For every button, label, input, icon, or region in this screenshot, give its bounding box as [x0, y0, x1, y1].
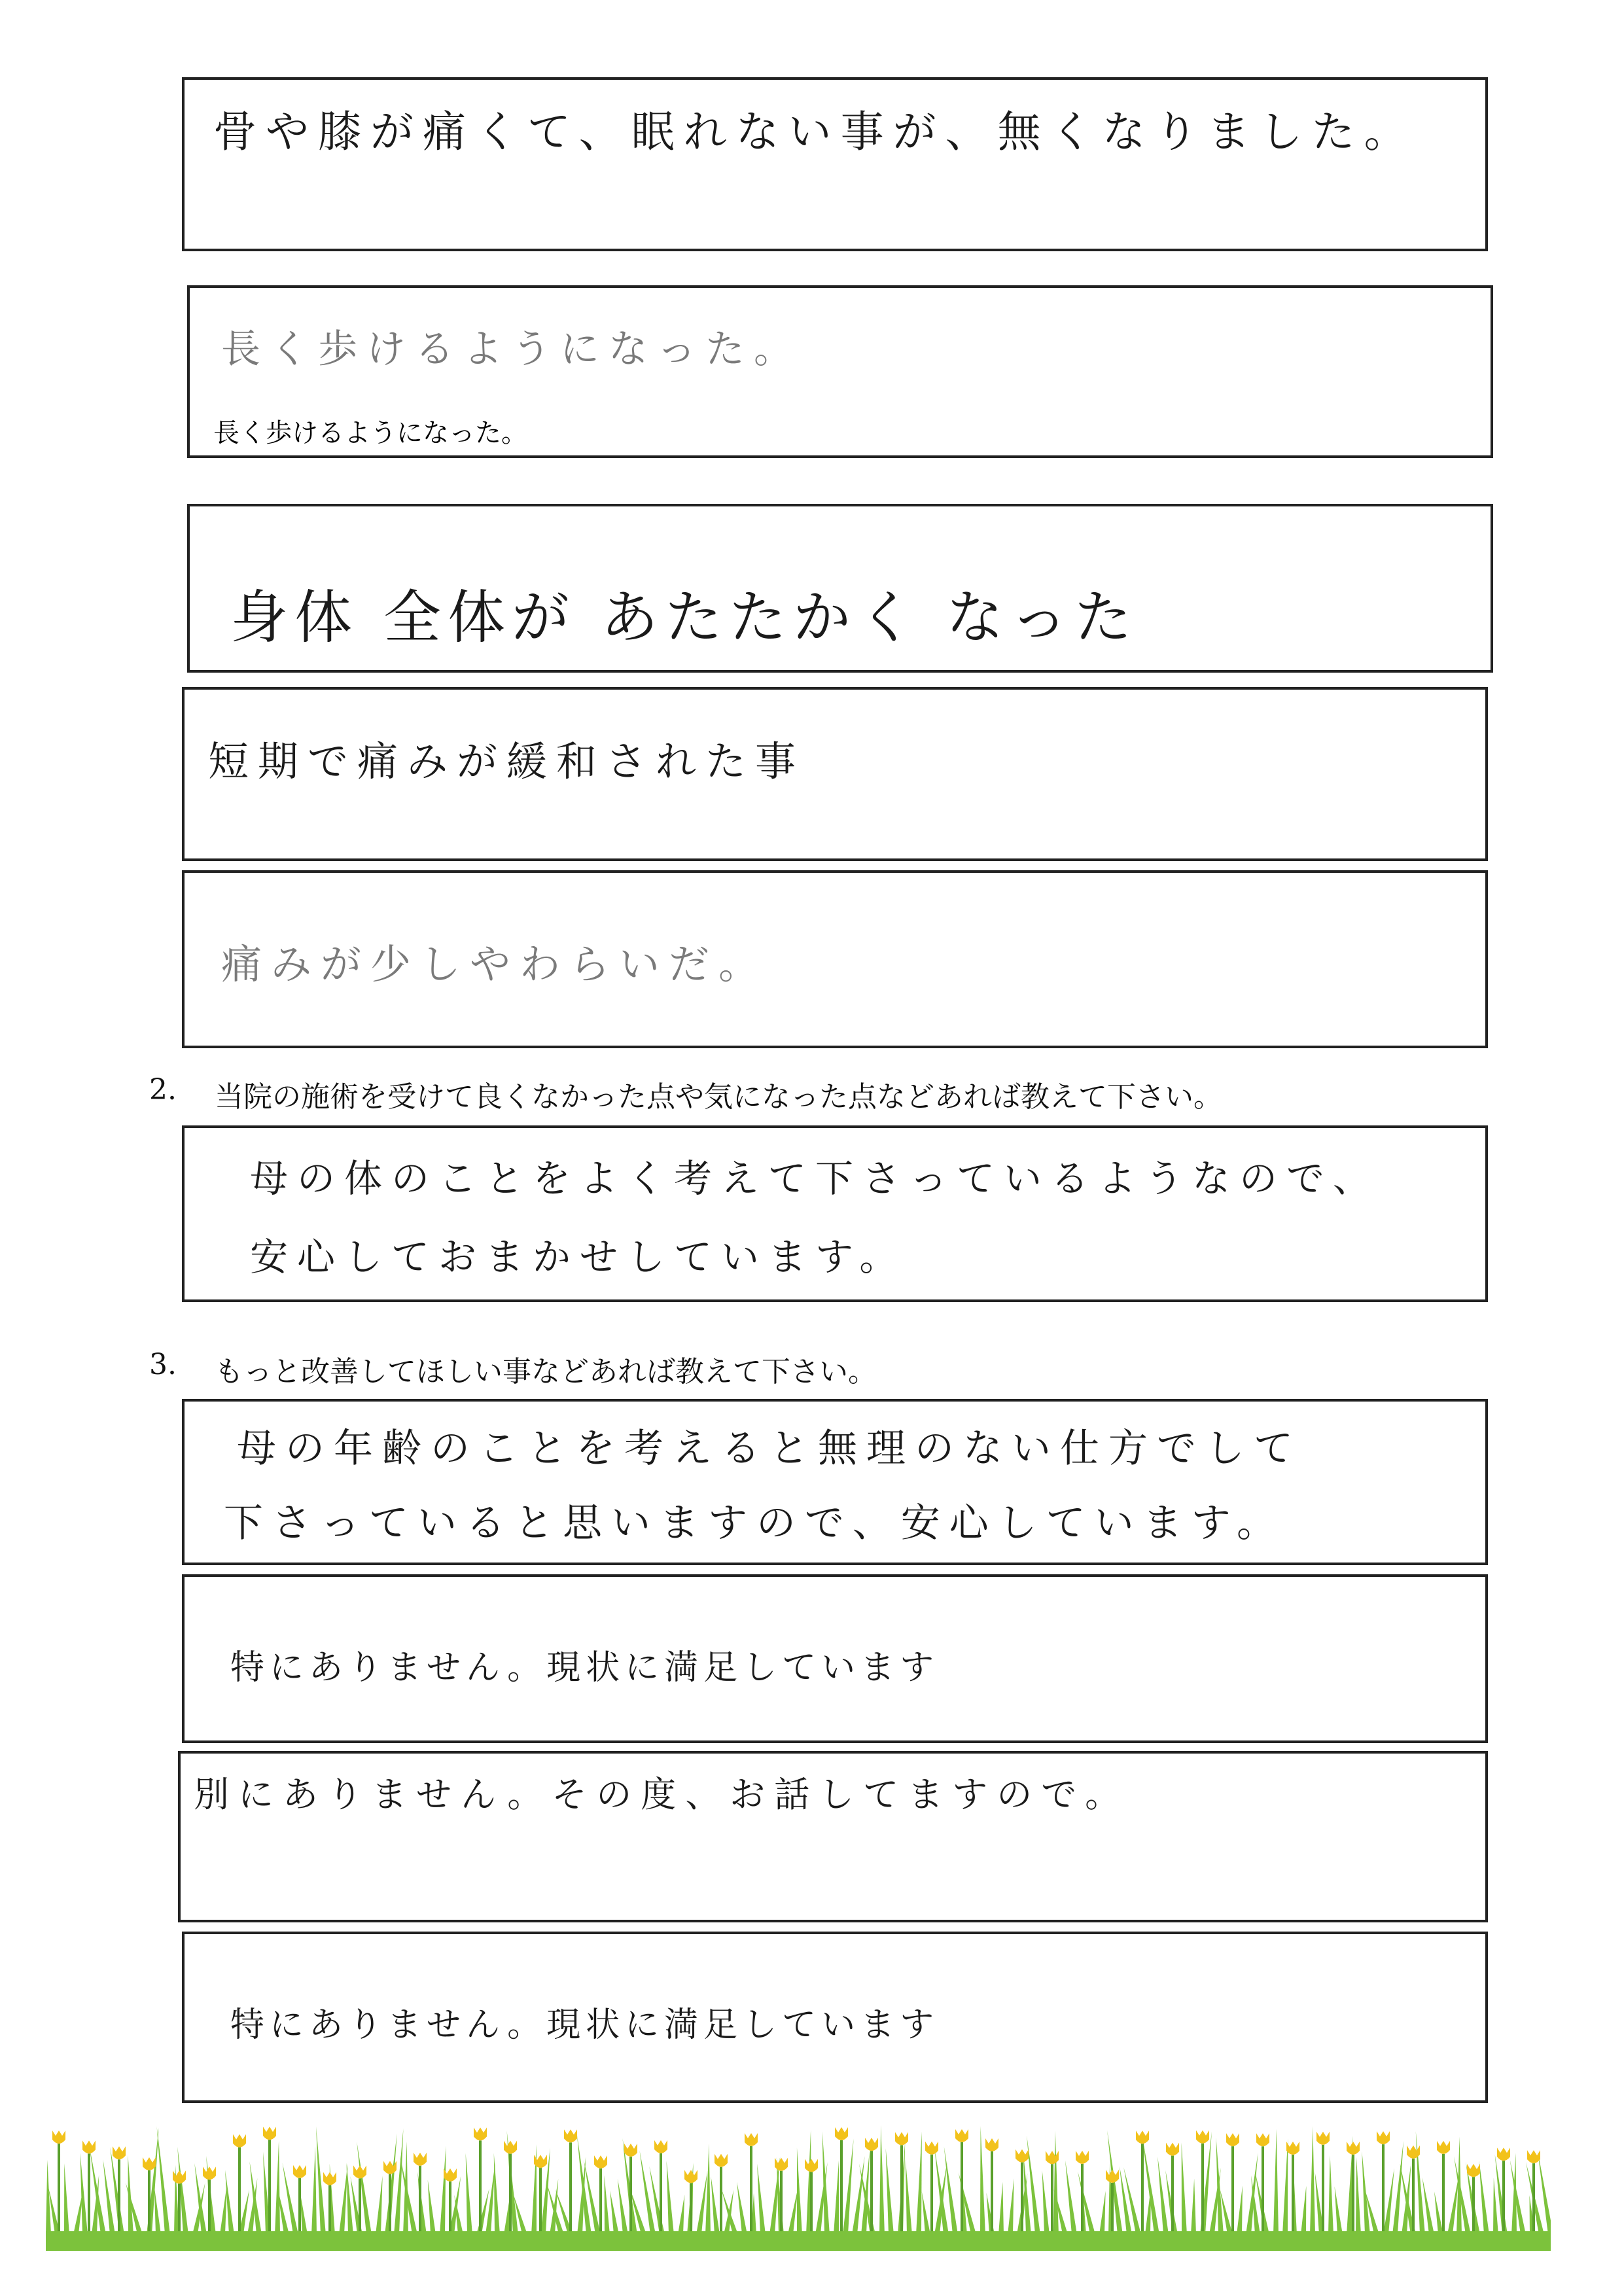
tulip-flower [113, 2146, 126, 2159]
grass-blade [737, 2182, 747, 2234]
tulip-flower [1437, 2141, 1450, 2154]
question-number: 2. [149, 1073, 177, 1106]
tulip-flower [1196, 2130, 1209, 2144]
tulip-flower [1106, 2170, 1119, 2183]
tulip-flower [1256, 2133, 1269, 2146]
grass-blade [1065, 2161, 1077, 2234]
response-box-2 [187, 285, 1493, 458]
tulip-flower [835, 2127, 848, 2140]
response-text: 特にありません。現状に満足しています [230, 2005, 940, 2045]
grass-blade [1191, 2179, 1196, 2234]
grass-blade [906, 2159, 912, 2234]
response-box-q3-2 [182, 1574, 1488, 1743]
response-text: 身体 全体が あたたかく なった [230, 584, 1139, 651]
tulip-flower [1286, 2142, 1299, 2155]
grass-blade [275, 2141, 280, 2234]
tulip-flower [353, 2165, 366, 2178]
grass-blade [757, 2164, 766, 2234]
tulip-flower [414, 2153, 427, 2166]
response-text-line1: 母の体のことをよく考えて下さっているようなので、 [250, 1156, 1380, 1201]
grass-blade [1383, 2168, 1394, 2234]
grass-blade [339, 2164, 348, 2234]
grass-blade [1392, 2141, 1403, 2234]
response-text-line1: 母の年齢のことを考えると無理のない仕方でして [237, 1426, 1302, 1472]
grass-base [46, 2231, 1551, 2251]
response-text: 別にありません。その度、お話してますので。 [194, 1774, 1130, 1815]
grass-blade [711, 2176, 720, 2234]
tulip-flower [1166, 2143, 1179, 2156]
tulip-flower [1316, 2132, 1330, 2145]
tulip-flower [1136, 2130, 1149, 2144]
response-text: 骨や膝が痛くて、眠れない事が、無くなりました。 [213, 107, 1417, 157]
grass-blade [822, 2132, 830, 2234]
tulip-flower [1046, 2151, 1059, 2164]
grass-blade [1493, 2178, 1498, 2234]
response-box-5 [182, 870, 1488, 1048]
grass-blade [1157, 2157, 1169, 2234]
tulip-flower [895, 2132, 908, 2146]
tulip-flower [1407, 2146, 1420, 2159]
grass-blade [1335, 2186, 1343, 2234]
grass-blade [394, 2128, 403, 2234]
response-text: 特にありません。現状に満足しています [230, 1648, 940, 1687]
grass-blade [90, 2148, 106, 2234]
tulip-flower [143, 2157, 156, 2170]
grass-blade [1282, 2138, 1288, 2234]
tulip-flower [52, 2130, 65, 2144]
tulip-flower [233, 2134, 246, 2147]
grass-blade [1099, 2191, 1106, 2234]
response-box-q3-4 [182, 1932, 1488, 2103]
tulip-flower [594, 2155, 607, 2168]
tulip-flower [1226, 2133, 1239, 2146]
grass-blade [206, 2156, 216, 2234]
grass-blade [376, 2176, 383, 2234]
grass-blade [980, 2126, 985, 2234]
tulip-flower [925, 2142, 938, 2155]
grass-blade [788, 2187, 798, 2234]
grass-blade [1237, 2185, 1243, 2234]
grass-blade [639, 2150, 656, 2234]
response-box-q3-3 [178, 1751, 1488, 1922]
grass-blade [1042, 2170, 1050, 2234]
grass-blade [225, 2170, 234, 2234]
response-box-4 [182, 687, 1488, 861]
tulip-flower [624, 2144, 637, 2157]
tulip-flower [805, 2159, 818, 2172]
tulip-flower [955, 2129, 968, 2142]
question-number: 3. [149, 1348, 177, 1381]
grass-blade [705, 2144, 711, 2234]
tulip-flower [1527, 2150, 1540, 2163]
grass-blade [610, 2191, 619, 2234]
tulip-flower [985, 2138, 998, 2151]
response-box-q2 [182, 1125, 1488, 1302]
tulip-flower [203, 2166, 216, 2180]
grass-blade [1362, 2151, 1370, 2234]
grass-blade [843, 2138, 854, 2234]
tulip-flower [745, 2133, 758, 2146]
response-text-line2: 下さっていると思いますので、安心しています。 [224, 1500, 1285, 1546]
grass-blade [1182, 2142, 1187, 2234]
grass-blade [618, 2179, 628, 2234]
tulip-flower [173, 2170, 186, 2183]
response-text: 痛みが少しやわらいだ。 [221, 940, 769, 988]
tulip-flower [684, 2170, 697, 2183]
grass-blade [1479, 2161, 1489, 2234]
grass-blade [154, 2187, 161, 2234]
grass-blade [347, 2163, 353, 2234]
grass-blade [886, 2148, 894, 2234]
response-box-q3-1 [182, 1399, 1488, 1565]
grass-blade [1078, 2172, 1095, 2234]
grass-blade [1273, 2129, 1279, 2234]
tulip-flower [474, 2127, 487, 2140]
grass-blade [922, 2191, 930, 2234]
tulip-grass-decoration [46, 2120, 1551, 2251]
grass-blade [1310, 2126, 1315, 2234]
grass-blade [1416, 2131, 1425, 2234]
grass-blade [311, 2146, 317, 2234]
grass-blade [1328, 2155, 1333, 2234]
grass-blade [466, 2153, 472, 2234]
grass-blade [916, 2132, 922, 2234]
response-text: 長く歩けるようになった。 [221, 327, 802, 372]
tulip-flower [1497, 2147, 1510, 2161]
grass-blade [220, 2184, 227, 2234]
grass-blade [400, 2155, 417, 2234]
tulip-flower [1015, 2149, 1029, 2163]
response-box-3 [187, 504, 1493, 673]
grass-blade [1142, 2134, 1159, 2234]
grass-blade [797, 2147, 802, 2234]
grass-blade [1216, 2138, 1224, 2234]
grass-blade [300, 2192, 308, 2234]
grass-blade [667, 2161, 674, 2234]
grass-blade [879, 2125, 885, 2234]
grass-blade [80, 2153, 88, 2234]
tulip-flower [263, 2127, 276, 2140]
tulip-flower [654, 2140, 667, 2153]
grass-blade [987, 2193, 995, 2234]
grass-blade [605, 2175, 610, 2234]
typed-transcription: 長く歩けるようになった。 [213, 418, 527, 448]
grass-blade [157, 2127, 170, 2234]
response-box-1 [182, 77, 1488, 251]
tulip-flower [293, 2165, 306, 2178]
response-text-line2: 安心しておまかせしています。 [250, 1235, 907, 1279]
tulip-flower [1377, 2131, 1390, 2144]
question-text: もっと改善してほしい事などあれば教えて下さい。 [215, 1355, 877, 1388]
grass-blade [678, 2195, 684, 2234]
question-text: 当院の施術を受けて良くなかった点や気になった点などあれば教えて下さい。 [215, 1080, 1222, 1114]
tulip-flower [564, 2129, 577, 2142]
tulip-flower [1076, 2151, 1089, 2164]
grass-blade [998, 2182, 1004, 2234]
grass-blade [934, 2148, 949, 2234]
response-text: 短期で痛みが緩和された事 [208, 737, 805, 785]
tulip-flower [82, 2140, 96, 2153]
grass-blade [440, 2146, 446, 2234]
grass-blade [494, 2153, 500, 2234]
grass-blade [64, 2163, 69, 2234]
tulip-flower [504, 2141, 517, 2154]
tulip-flower [1347, 2142, 1360, 2155]
tulip-flower [323, 2172, 336, 2185]
grass-blade [428, 2180, 436, 2234]
grass-blade [1301, 2185, 1306, 2234]
grass-blade [1008, 2178, 1014, 2234]
tulip-flower [865, 2138, 878, 2151]
grass-blade [1356, 2157, 1361, 2234]
tulip-flower [1467, 2164, 1480, 2177]
tulip-flower [715, 2154, 728, 2167]
grass-blade [1434, 2191, 1443, 2234]
grass-blade [1053, 2131, 1059, 2234]
grass-blade [834, 2159, 839, 2234]
